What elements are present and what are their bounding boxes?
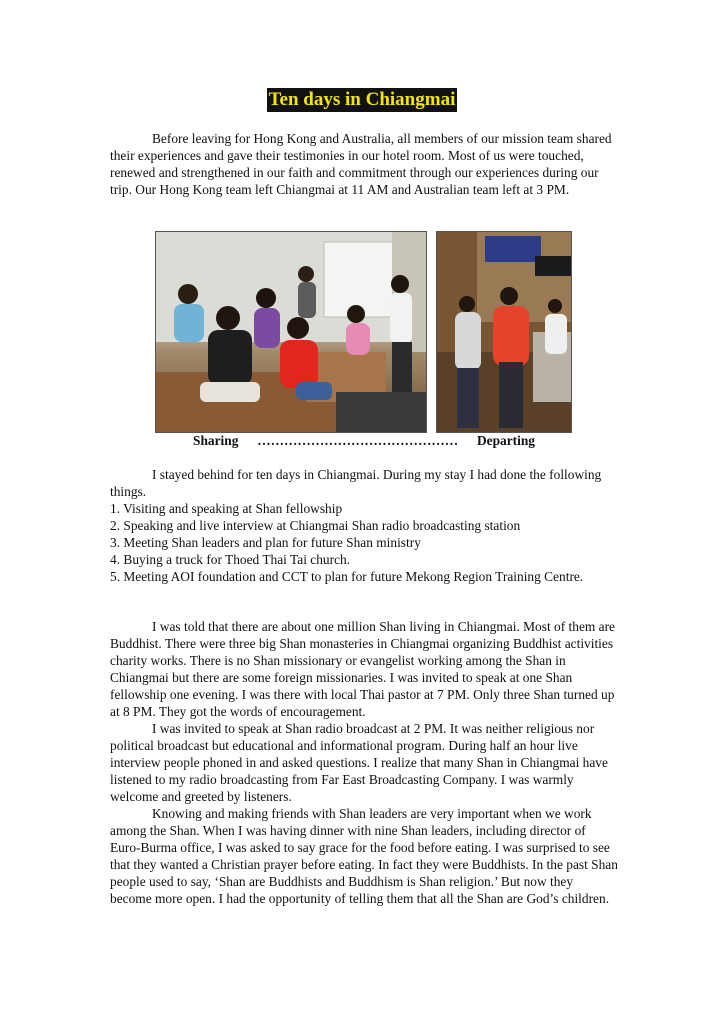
list-item: 3. Meeting Shan leaders and plan for future Shan ministry <box>110 535 421 550</box>
list-item: 5. Meeting AOI foundation and CCT to plan for future Mekong Region Training Centre. <box>110 569 584 584</box>
caption-sharing: Sharing <box>193 433 239 448</box>
stay-intro-paragraph: I stayed behind for ten days in Chiangmai. During my stay I had done the following things. <box>110 467 602 499</box>
paragraph-shan-population: I was told that there are about one million Shan living in Chiangmai. Most of them are Buddhist. There were three big Shan monasteries in Chiangmai organizing Buddhist activities charity works. There is no Shan missionary or evangelist working among the Shan in Chiangmai but there are some foreign missionaries. I was invited to speak at one Shan fellowship one evening. I was there with local Thai pastor at 7 PM. Only three Shan turned up at 8 PM. They got the words of encouragement. <box>110 619 615 719</box>
sharing-photo <box>155 231 427 433</box>
departing-photo <box>436 231 572 433</box>
shan-section <box>110 618 618 907</box>
departing-photo-image <box>437 232 571 432</box>
intro-section <box>110 130 618 198</box>
list-item: 2. Speaking and live interview at Chiangmai Shan radio broadcasting station <box>110 518 521 533</box>
stay-section <box>110 466 618 585</box>
paragraph-shan-leaders: Knowing and making friends with Shan leaders are very important when we work among the Shan. When I was having dinner with nine Shan leaders, including director of Euro-Burma office, I was asked to say grace for the food before eating. I was surprised to see that they wanted a Christian prayer before eating. In fact they were Buddhists. In the past Shan people used to say, ‘Shan are Buddhists and Buddhism is Shan religion.’ But now they become more open. I had the opportunity of telling them that all the Shan are God’s children. <box>110 806 618 906</box>
photo-caption <box>193 432 535 449</box>
sharing-photo-image <box>156 232 426 432</box>
caption-departing: Departing <box>476 433 535 448</box>
title-wrap <box>0 88 724 112</box>
list-item: 1. Visiting and speaking at Shan fellowship <box>110 501 343 516</box>
caption-dots: ……………………………………… <box>257 433 459 448</box>
paragraph-radio-broadcast: I was invited to speak at Shan radio broadcast at 2 PM. It was neither religious nor political broadcast but educational and informational program. During half an hour live interview people phoned in and asked questions. I realize that many Shan in Chiangmai have listened to my radio broadcasting from Far East Broadcasting Company. I was warmly welcome and greeted by listeners. <box>110 721 608 804</box>
page-title: Ten days in Chiangmai <box>268 89 456 110</box>
list-item: 4. Buying a truck for Thoed Thai Tai church. <box>110 552 351 567</box>
intro-paragraph: Before leaving for Hong Kong and Australia, all members of our mission team shared their experiences and gave their testimonies in our hotel room. Most of us were touched, renewed and strengthened in our faith and commitment through our experiences during our trip. Our Hong Kong team left Chiangmai at 11 AM and Australian team left at 3 PM. <box>110 131 612 197</box>
